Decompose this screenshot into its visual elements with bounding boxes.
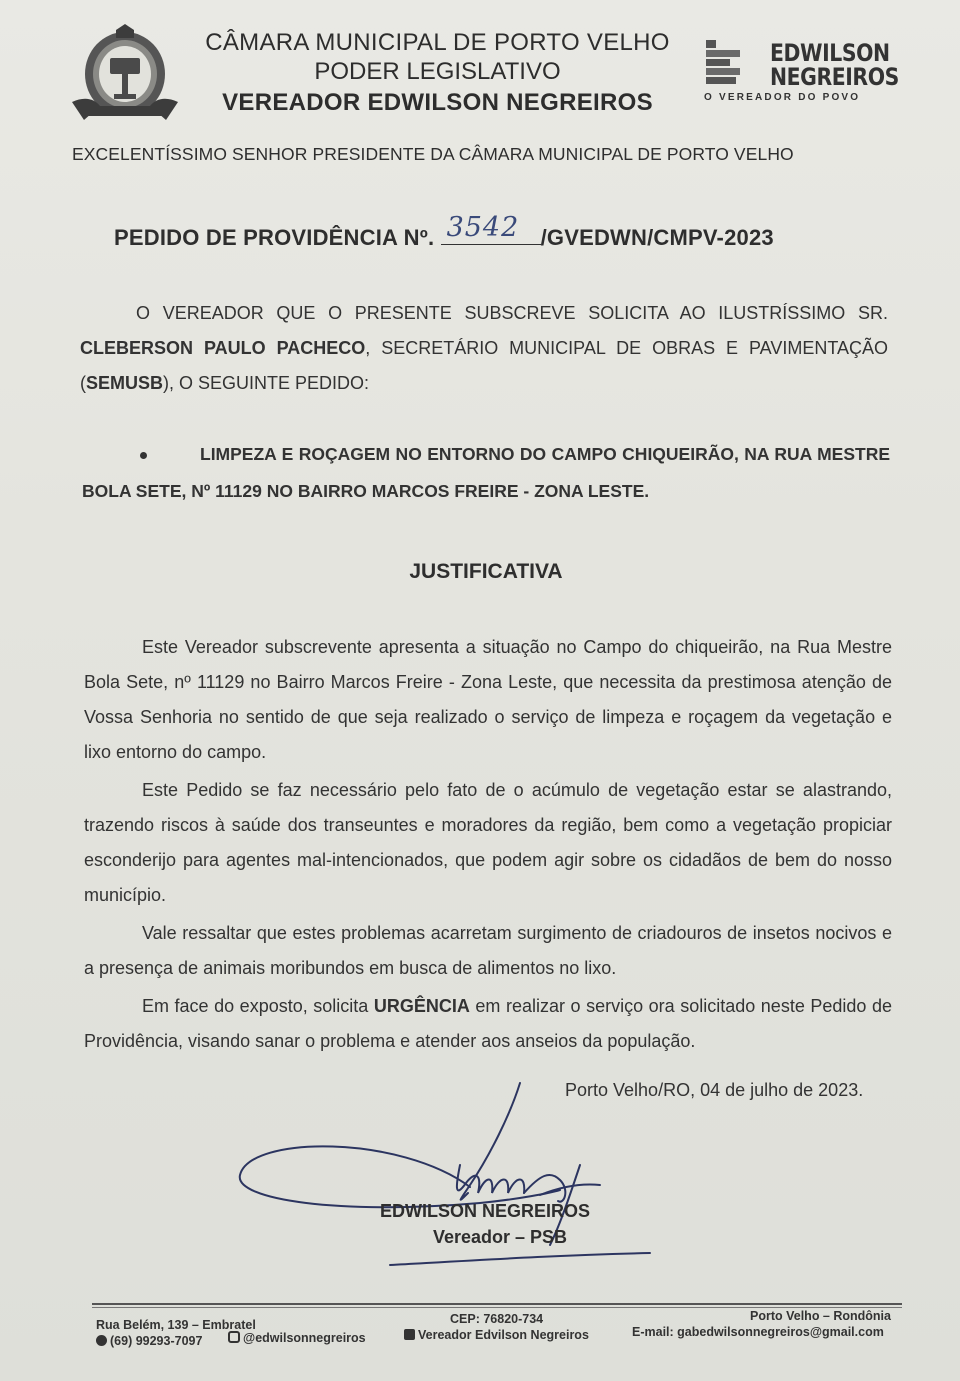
brand-slogan: O VEREADOR DO POVO xyxy=(704,92,861,103)
request-list-item xyxy=(82,436,890,510)
justificativa-heading: JUSTIFICATIVA xyxy=(409,560,563,583)
letterhead xyxy=(190,28,685,120)
footer-facebook-text: Vereador Edvilson Negreiros xyxy=(418,1328,589,1342)
footer-phone-text: (69) 99293-7097 xyxy=(110,1334,203,1348)
header-line-2: PODER LEGISLATIVO xyxy=(314,58,561,85)
pedido-suffix: /GVEDWN/CMPV-2023 xyxy=(540,225,774,250)
urgency-word: URGÊNCIA xyxy=(373,996,470,1016)
footer-facebook xyxy=(404,1328,589,1342)
signer-role: Vereador – PSB xyxy=(432,1227,568,1247)
secretariat-acronym: SEMUSB xyxy=(86,373,164,393)
footer-instagram xyxy=(228,1331,366,1345)
intro-text-2: , SECRETÁRIO MUNICIPAL DE OBRAS E PAVIMENTAÇÃO ( xyxy=(80,338,888,393)
header-line-3: VEREADOR EDWILSON NEGREIROS xyxy=(222,89,653,116)
brand-bars-icon xyxy=(706,40,764,88)
justificativa-paragraph-4 xyxy=(84,989,892,1059)
footer-divider-thin xyxy=(92,1307,902,1308)
pedido-prefix: PEDIDO DE PROVIDÊNCIA Nº. xyxy=(114,225,435,250)
footer-divider xyxy=(92,1303,902,1305)
pedido-number-field xyxy=(441,212,541,245)
justificativa-body xyxy=(84,630,892,1062)
signer-name: EDWILSON NEGREIROS xyxy=(380,1201,591,1221)
instagram-icon xyxy=(228,1331,240,1343)
intro-paragraph xyxy=(80,296,888,401)
facebook-icon xyxy=(404,1329,415,1340)
secretary-name: CLEBERSON PAULO PACHECO xyxy=(80,338,366,358)
header-line-1: CÂMARA MUNICIPAL DE PORTO VELHO xyxy=(205,29,670,56)
signer-block xyxy=(380,1198,620,1250)
footer-address: Rua Belém, 139 – Embratel xyxy=(96,1318,256,1332)
footer-email: E-mail: gabedwilsonnegreiros@gmail.com xyxy=(632,1325,884,1339)
justificativa-paragraph-2: Este Pedido se faz necessário pelo fato de o acúmulo de vegetação estar se alastrando, trazendo riscos à saúde dos transeuntes e moradores da região, bem como a vegetação propiciar esconderijo para agentes mal-intencionados, que podem agir sobre os cidadãos de bem do nosso município. xyxy=(84,780,892,905)
whatsapp-icon xyxy=(96,1335,107,1346)
intro-text-1: O VEREADOR QUE O PRESENTE SUBSCREVE SOLICITA AO ILUSTRÍSSIMO SR. xyxy=(136,303,888,323)
brand-name-line-2: NEGREIROS xyxy=(770,63,899,91)
pedido-number: 3542 xyxy=(446,212,520,243)
brand-logo xyxy=(700,36,900,116)
brand-name-line-1: EDWILSON xyxy=(770,39,890,67)
date-line: Porto Velho/RO, 04 de julho de 2023. xyxy=(565,1080,864,1100)
footer-city: Porto Velho – Rondônia xyxy=(750,1309,891,1323)
addressee-line: EXCELENTÍSSIMO SENHOR PRESIDENTE DA CÂMARA MUNICIPAL DE PORTO VELHO xyxy=(72,144,794,164)
footer-instagram-text: @edwilsonnegreiros xyxy=(243,1331,366,1345)
camara-seal-icon xyxy=(70,24,180,124)
request-text: LIMPEZA E ROÇAGEM NO ENTORNO DO CAMPO CHIQUEIRÃO, NA RUA MESTRE BOLA SETE, Nº 11129 NO BAIRRO MARCOS FREIRE - ZONA LESTE. xyxy=(82,444,890,501)
intro-text-3: ), O SEGUINTE PEDIDO: xyxy=(163,373,370,393)
closing-text-1: Em face do exposto, solicita xyxy=(142,996,374,1016)
footer-cep: CEP: 76820-734 xyxy=(450,1312,544,1326)
footer-phone xyxy=(96,1334,202,1348)
pedido-title xyxy=(114,212,774,251)
bullet-icon xyxy=(140,452,147,459)
closing-text-2: em realizar o serviço ora solicitado neste Pedido de Providência, visando sanar o problema e atender aos anseios da população. xyxy=(84,996,892,1051)
justificativa-paragraph-1: Este Vereador subscrevente apresenta a situação no Campo do chiqueirão, na Rua Mestre Bola Sete, nº 11129 no Bairro Marcos Freire - Zona Leste, que necessita da prestimosa atenção de Vossa Senhoria no sentido de que seja realizado o serviço de limpeza e roçagem da vegetação e lixo entorno do campo. xyxy=(84,637,892,762)
justificativa-paragraph-3: Vale ressaltar que estes problemas acarretam surgimento de criadouros de insetos nocivos e a presença de animais moribundos em busca de alimentos no lixo. xyxy=(84,923,892,978)
